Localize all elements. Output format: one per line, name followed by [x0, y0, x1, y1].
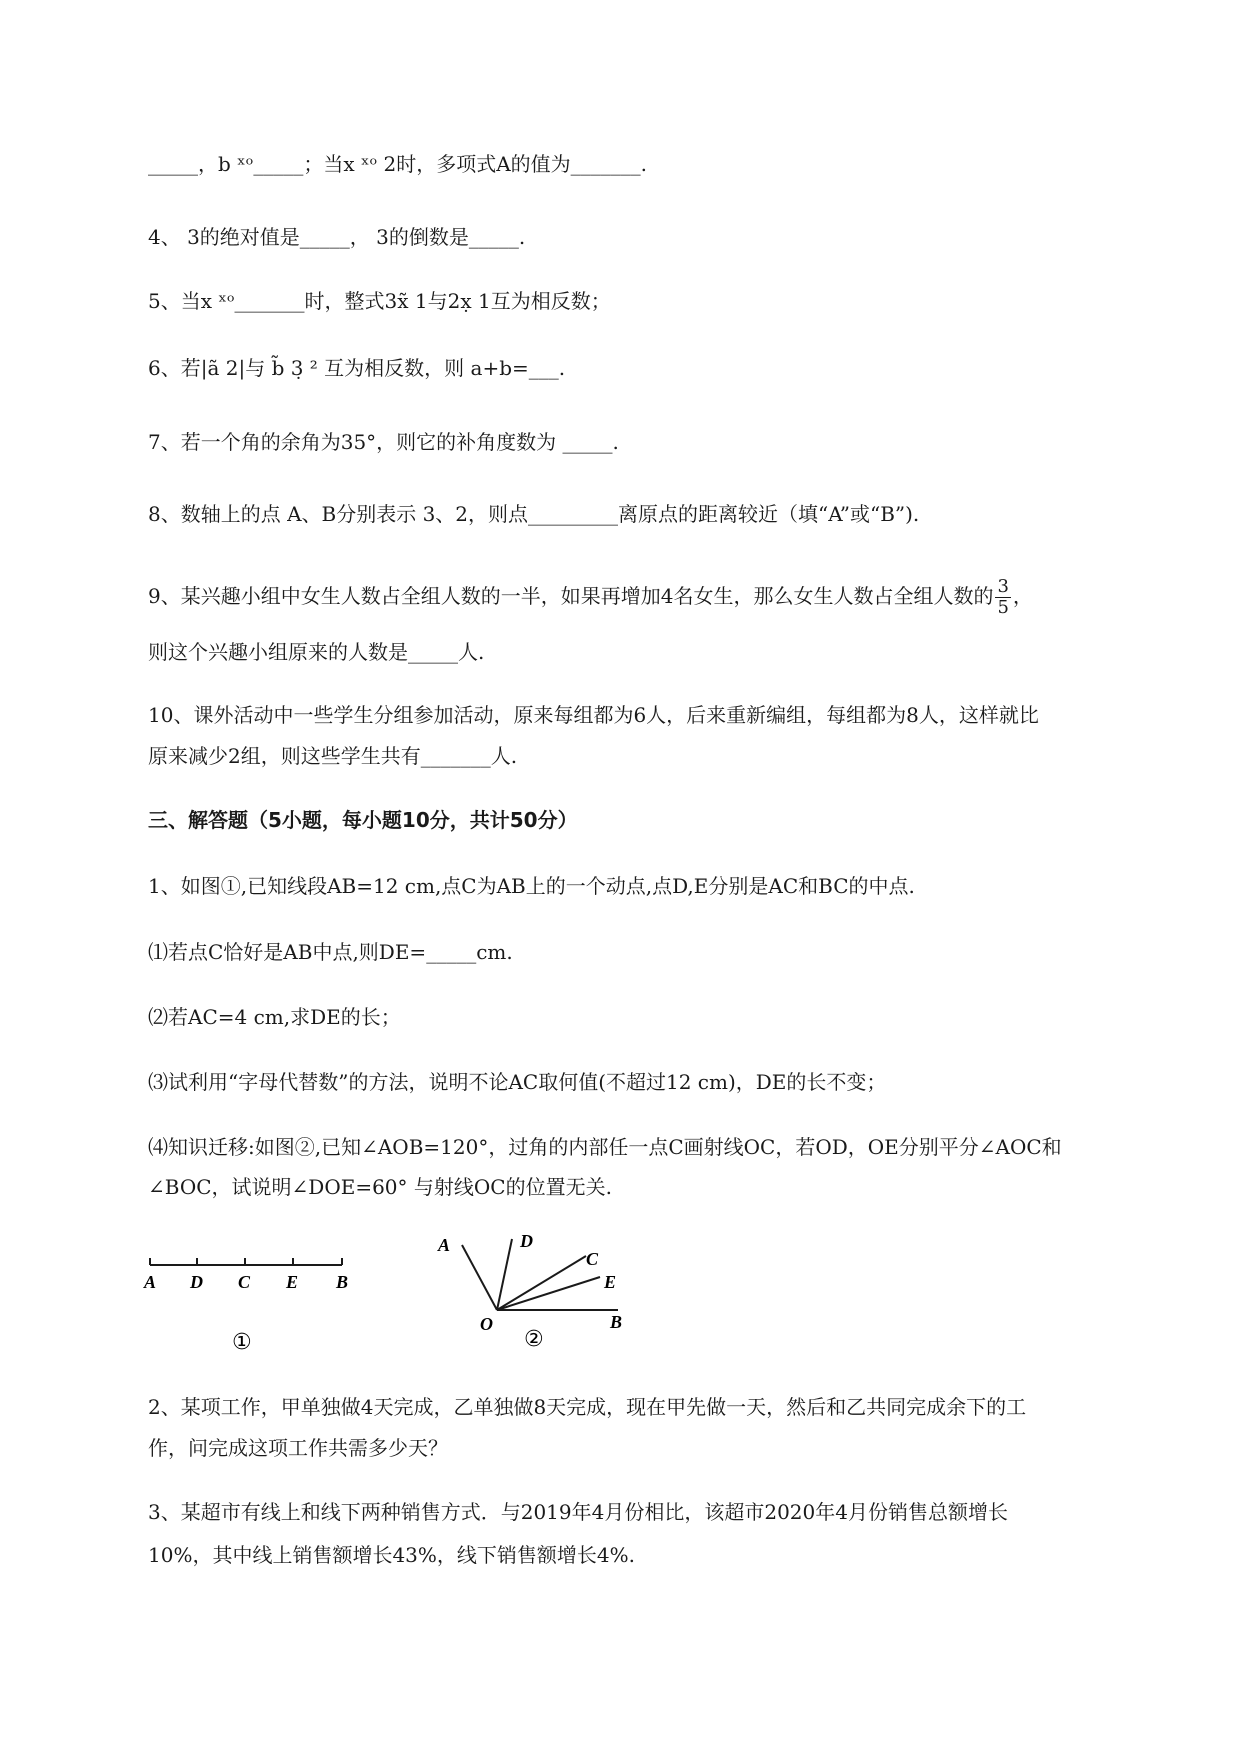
answer-1-part4-line2: ∠BOC，试说明∠DOE=60° 与射线OC的位置无关. — [148, 1175, 612, 1199]
fig2-label-a: A — [438, 1235, 451, 1255]
fig2-label-o: O — [480, 1314, 493, 1334]
question-9-line1 — [148, 577, 1033, 618]
question-9-text: 9、某兴趣小组中女生人数占全组人数的一半，如果再增加4名女生，那么女生人数占全组人数的 — [148, 584, 994, 608]
fig1-label-c: C — [238, 1272, 251, 1292]
fig1-label-d: D — [190, 1272, 203, 1292]
geometry-figures — [140, 1230, 660, 1370]
fig2-label-e: E — [604, 1272, 617, 1292]
question-5: 5、当x ˣᵒ_______时，整式3x̃ 1与2x̣ 1互为相反数； — [148, 289, 611, 313]
fig2-caption: ② — [524, 1327, 544, 1352]
answer-3-line2: 10%，其中线上销售额增长43%，线下销售额增长4%. — [148, 1543, 635, 1567]
fraction-numerator: 3 — [997, 576, 1009, 597]
question-6: 6、若|ã 2|与 b̃ 3̣ ² 互为相反数，则 a+b=___. — [148, 356, 566, 380]
question-4: 4、 3的绝对值是_____， 3的倒数是_____. — [148, 225, 526, 249]
fig1-label-a: A — [144, 1272, 157, 1292]
question-8: 8、数轴上的点 A、B分别表示 3、2，则点_________离原点的距离较近（填“A”或“B”). — [148, 502, 920, 526]
answer-2-line1: 2、某项工作，甲单独做4天完成，乙单独做8天完成，现在甲先做一天，然后和乙共同完成余下的工 — [148, 1395, 1027, 1419]
fraction-three-fifths — [995, 577, 1010, 618]
line-1: _____，b ˣᵒ_____；当x ˣᵒ 2时，多项式A的值为_______. — [148, 152, 648, 176]
figure-2-angle — [437, 1231, 622, 1352]
answer-1-part1: ⑴若点C恰好是AB中点,则DE=_____cm. — [148, 940, 513, 964]
fig2-label-c: C — [586, 1249, 599, 1269]
question-7: 7、若一个角的余角为35°，则它的补角度数为 _____. — [148, 430, 619, 454]
question-10-line1: 10、课外活动中一些学生分组参加活动，原来每组都为6人，后来重新编组，每组都为8人，这样就比 — [148, 703, 1039, 727]
fig1-label-b: B — [336, 1272, 349, 1292]
answer-1-part4-line1: ⑷知识迁移:如图②,已知∠AOB=120°，过角的内部任一点C画射线OC，若OD，OE分别平分∠AOC和 — [148, 1135, 1062, 1159]
fig2-label-d: D — [520, 1231, 533, 1251]
section-3-heading: 三、解答题（5小题，每小题10分，共计50分） — [148, 808, 578, 832]
figure-1-segment — [143, 1258, 348, 1355]
fraction-trailing: ， — [1012, 584, 1033, 608]
fig1-caption: ① — [232, 1330, 252, 1355]
answer-1-intro: 1、如图①,已知线段AB=12 cm,点C为AB上的一个动点,点D,E分别是AC和BC的中点. — [148, 874, 915, 898]
question-9-line2: 则这个兴趣小组原来的人数是_____人. — [148, 640, 485, 664]
fig2-label-b: B — [610, 1312, 623, 1332]
answer-1-part3: ⑶试利用“字母代替数”的方法，说明不论AC取何值(不超过12 cm)，DE的长不变； — [148, 1070, 887, 1094]
answer-2-line2: 作，问完成这项工作共需多少天？ — [148, 1436, 448, 1460]
answer-1-part2: ⑵若AC=4 cm,求DE的长； — [148, 1005, 401, 1029]
answer-3-line1: 3、某超市有线上和线下两种销售方式．与2019年4月份相比，该超市2020年4月份销售总额增长 — [148, 1500, 1008, 1524]
question-10-line2: 原来减少2组，则这些学生共有_______人. — [148, 744, 518, 768]
fig1-label-e: E — [286, 1272, 299, 1292]
fraction-denominator: 5 — [997, 597, 1009, 618]
